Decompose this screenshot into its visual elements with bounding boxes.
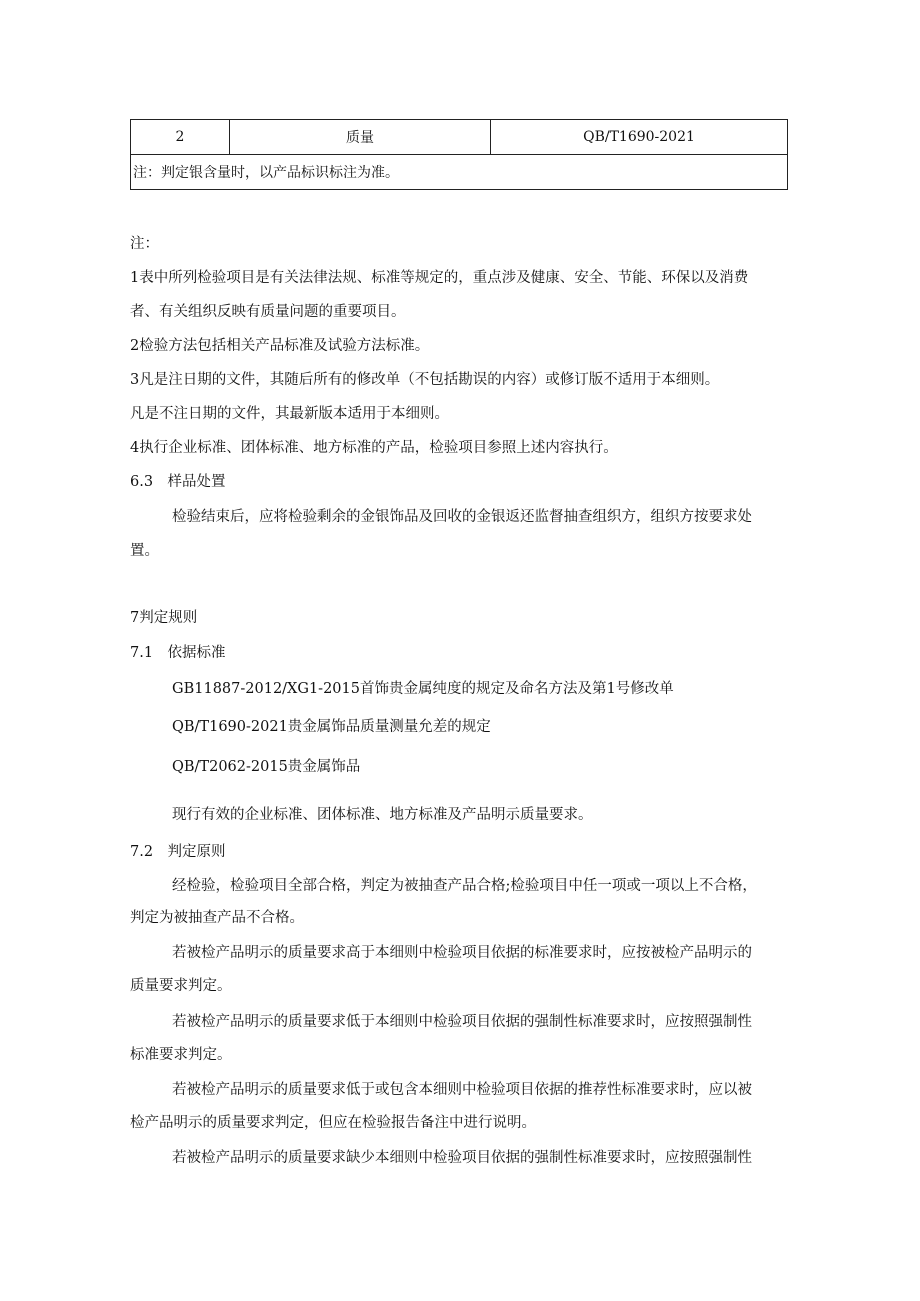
rule-2-line-1: 若被检产品明示的质量要求高于本细则中检验项目依据的标准要求时，应按被检产品明示的 xyxy=(172,945,752,961)
section-6-3-text-line-2: 置。 xyxy=(130,543,159,559)
rule-1-line-2: 判定为被抽查产品不合格。 xyxy=(130,910,304,926)
standard-item-3: QB/T2062-2015贵金属饰品 xyxy=(172,759,361,775)
section-6-3-heading: 6.3 样品处置 xyxy=(130,474,226,490)
note-3-line-2: 凡是不注日期的文件，其最新版本适用于本细则。 xyxy=(130,406,449,422)
rule-3-line-2: 标准要求判定。 xyxy=(130,1047,232,1063)
row-item: 质量 xyxy=(230,120,491,155)
rule-3-line-1: 若被检产品明示的质量要求低于本细则中检验项目依据的强制性标准要求时，应按照强制性 xyxy=(172,1014,752,1030)
rule-4-line-1: 若被检产品明示的质量要求低于或包含本细则中检验项目依据的推荐性标准要求时，应以被 xyxy=(172,1082,752,1098)
note-4: 4执行企业标准、团体标准、地方标准的产品，检验项目参照上述内容执行。 xyxy=(130,440,618,456)
section-6-3-text-line-1: 检验结束后，应将检验剩余的金银饰品及回收的金银返还监督抽查组织方，组织方按要求处 xyxy=(172,509,752,525)
table-note-row xyxy=(131,155,788,190)
standard-item-4: 现行有效的企业标准、团体标准、地方标准及产品明示质量要求。 xyxy=(172,807,593,823)
table-note: 注：判定银含量时，以产品标识标注为准。 xyxy=(131,155,788,190)
rule-4-line-2: 检产品明示的质量要求判定，但应在检验报告备注中进行说明。 xyxy=(130,1115,536,1131)
notes-heading: 注： xyxy=(130,236,159,252)
standard-item-1: GB11887-2012/XG1-2015首饰贵金属纯度的规定及命名方法及第1号修改单 xyxy=(172,681,674,697)
rule-5-line-1: 若被检产品明示的质量要求缺少本细则中检验项目依据的强制性标准要求时，应按照强制性 xyxy=(172,1150,752,1166)
note-2: 2检验方法包括相关产品标准及试验方法标准。 xyxy=(130,338,430,354)
section-7-heading: 7判定规则 xyxy=(130,610,198,626)
section-7-1-heading: 7.1 依据标准 xyxy=(130,645,226,661)
inspection-table xyxy=(130,119,788,190)
note-1-line-1: 1表中所列检验项目是有关法律法规、标准等规定的，重点涉及健康、安全、节能、环保以及消费 xyxy=(130,270,749,286)
rule-2-line-2: 质量要求判定。 xyxy=(130,978,232,994)
row-number: 2 xyxy=(131,120,230,155)
note-1-line-2: 者、有关组织反映有质量问题的重要项目。 xyxy=(130,304,406,320)
note-3-line-1: 3凡是注日期的文件，其随后所有的修改单（不包括勘误的内容）或修订版不适用于本细则。 xyxy=(130,372,720,388)
rule-1-line-1: 经检验，检验项目全部合格，判定为被抽查产品合格;检验项目中任一项或一项以上不合格， xyxy=(172,878,757,894)
row-standard: QB/T1690-2021 xyxy=(491,120,788,155)
standard-item-2: QB/T1690-2021贵金属饰品质量测量允差的规定 xyxy=(172,719,491,735)
table-row xyxy=(131,120,788,155)
section-7-2-heading: 7.2 判定原则 xyxy=(130,844,226,860)
